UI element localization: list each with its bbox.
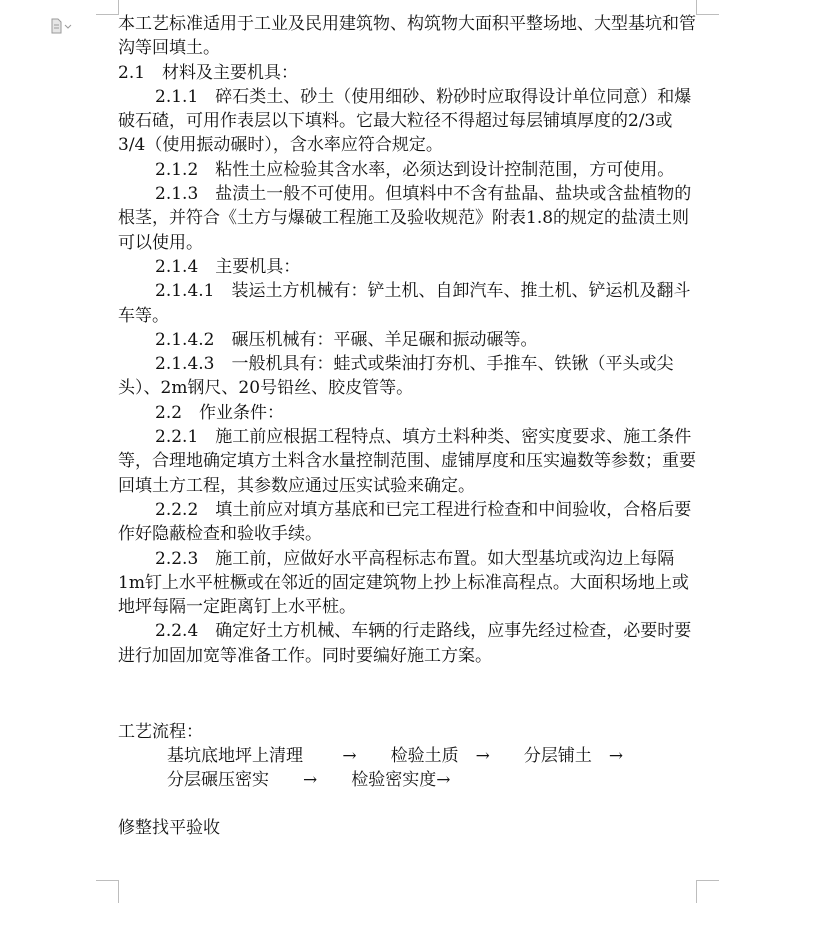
document-options-icon[interactable] — [50, 18, 74, 34]
margin-corner-top-left — [96, 0, 119, 15]
paragraph-2-1-2: 2.1.2 粘性土应检验其含水率，必须达到设计控制范围，方可使用。 — [155, 159, 675, 180]
margin-corner-bottom-left — [96, 880, 119, 903]
process-final-step: 修整找平验收 — [118, 818, 220, 838]
margin-corner-top-right — [696, 0, 719, 15]
paragraph-2-1-1: 2.1.1 碎石类土、砂土（使用细砂、粉砂时应取得设计单位同意）和爆破石碴，可用作表层以下填料。它最大粒径不得超过每层铺填厚度的2/3或3/4（使用振动碾时），含水率应符合规定。 — [118, 86, 692, 156]
paragraph-2-1-3: 2.1.3 盐渍土一般不可使用。但填料中不含有盐晶、盐块或含盐植物的根茎，并符合《土方与爆破工程施工及验收规范》附表1.8的规定的盐渍土则可以使用。 — [118, 184, 692, 253]
heading-2-2: 2.2 作业条件： — [155, 402, 285, 423]
margin-corner-bottom-right — [696, 880, 719, 903]
paragraph-2-1-4-1: 2.1.4.1 装运土方机械有：铲土机、自卸汽车、推土机、铲运机及翻斗车等。 — [118, 281, 691, 326]
paragraph-2-1-4-2: 2.1.4.2 碾压机械有：平碾、羊足碾和振动碾等。 — [155, 329, 538, 350]
document-body[interactable] — [118, 12, 698, 668]
paragraph-scope: 本工艺标准适用于工业及民用建筑物、构筑物大面积平整场地、大型基坑和管沟等回填土。 — [118, 14, 696, 59]
paragraph-2-2-4: 2.2.4 确定好土方机械、车辆的行走路线，应事先经过检查，必要时要进行加固加宽等准备工作。同时要编好施工方案。 — [118, 621, 692, 666]
process-heading: 工艺流程： — [118, 722, 203, 742]
paragraph-2-2-2: 2.2.2 填土前应对填方基底和已完工程进行检查和中间验收，合格后要作好隐蔽检查和验收手续。 — [118, 499, 692, 545]
paragraph-2-1-4-3: 2.1.4.3 一般机具有：蛙式或柴油打夯机、手推车、铁锹（平头或尖头）、2m钢尺、20号铅丝、胶皮管等。 — [118, 354, 674, 399]
paragraph-2-1-4: 2.1.4 主要机具： — [155, 256, 301, 277]
paragraph-2-2-1: 2.2.1 施工前应根据工程特点、填方土料种类、密实度要求、施工条件等，合理地确定填方土料含水量控制范围、虚铺厚度和压实遍数等参数；重要回填土方工程，其参数应通过压实试验来确定。 — [118, 427, 696, 496]
process-flow-line-2: 分层碾压密实 → 检验密实度→ — [167, 770, 451, 790]
process-flow-line-1: 基坑底地坪上清理 → 检验土质 → 分层铺土 → — [167, 746, 624, 766]
heading-2-1: 2.1 材料及主要机具： — [118, 62, 299, 83]
paragraph-2-2-3: 2.2.3 施工前，应做好水平高程标志布置。如大型基坑或沟边上每隔1m钉上水平桩橛或在邻近的固定建筑物上抄上标准高程点。大面积场地上或地坪每隔一定距离钉上水平桩。 — [118, 548, 689, 618]
